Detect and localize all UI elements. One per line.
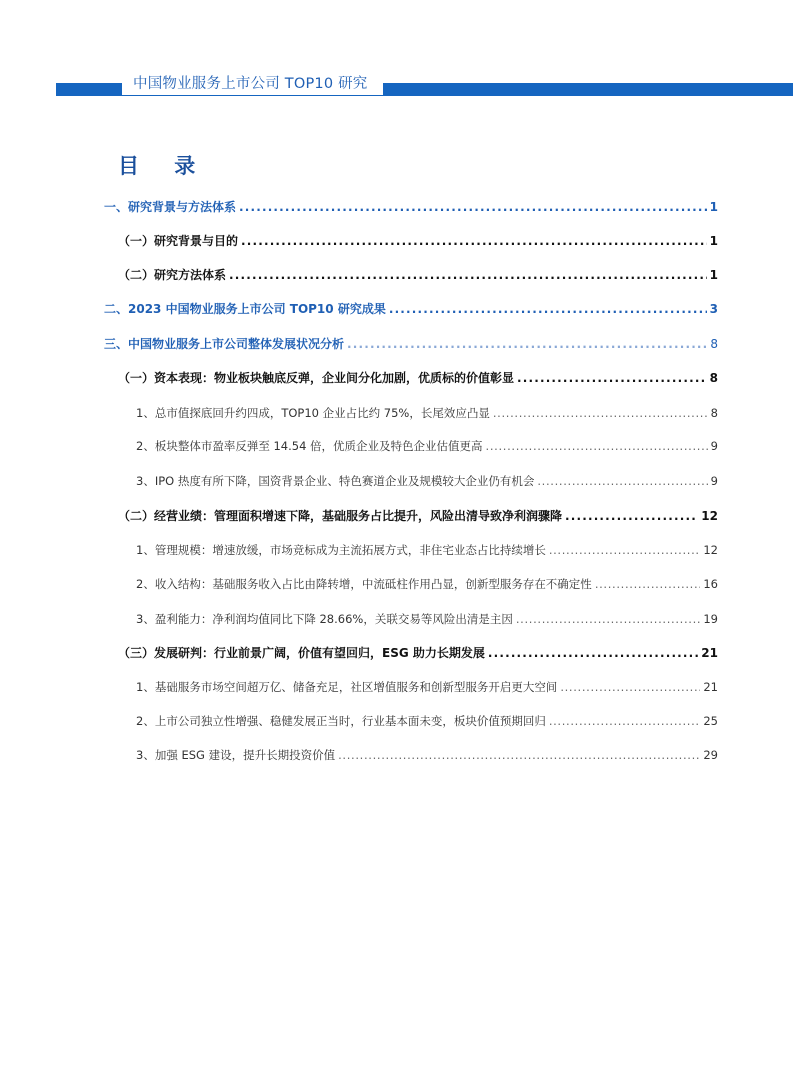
toc-leader-dots [565, 506, 698, 526]
toc-entry[interactable] [136, 711, 718, 731]
toc-leader-dots [486, 436, 708, 456]
toc-entry-page: 8 [710, 337, 718, 351]
toc-entry-page: 16 [703, 577, 718, 591]
toc-entry[interactable] [136, 745, 718, 765]
toc-entry-page: 8 [710, 406, 718, 420]
toc-entry-label: 1、总市值探底回升约四成，TOP10 企业占比约 75%，长尾效应凸显 [136, 406, 490, 420]
toc-entry-page: 1 [709, 268, 718, 282]
toc-entry[interactable] [118, 265, 718, 285]
toc-entry[interactable] [104, 197, 718, 217]
toc-leader-dots [595, 574, 701, 594]
toc-leader-dots [389, 299, 707, 319]
header-accent-bar-right [383, 83, 793, 95]
toc-leader-dots [549, 540, 701, 560]
toc-entry-label: 三、中国物业服务上市公司整体发展状况分析 [104, 337, 345, 351]
toc-entry[interactable] [118, 231, 718, 251]
toc-entry-page: 21 [703, 680, 718, 694]
toc-entry[interactable] [136, 471, 718, 491]
toc-entry-label: 3、盈利能力：净利润均值同比下降 28.66%，关联交易等风险出清是主因 [136, 612, 513, 626]
toc-entry[interactable] [118, 643, 718, 663]
toc-entry-label: （三）发展研判：行业前景广阔，价值有望回归，ESG 助力长期发展 [118, 646, 485, 660]
toc-entry[interactable] [104, 334, 718, 354]
toc-entry-label: （一）研究背景与目的 [118, 234, 239, 248]
toc-entry[interactable] [136, 436, 718, 456]
toc-entry-label: 2、收入结构：基础服务收入占比由降转增，中流砥柱作用凸显，创新型服务存在不确定性 [136, 577, 592, 591]
toc-entry-label: 3、IPO 热度有所下降，国资背景企业、特色赛道企业及规模较大企业仍有机会 [136, 474, 535, 488]
toc-entry-page: 1 [709, 234, 718, 248]
toc-entry-label: （二）经营业绩：管理面积增速下降，基础服务占比提升，风险出清导致净利润骤降 [118, 509, 563, 523]
toc-entry-label: 一、研究背景与方法体系 [104, 200, 237, 214]
toc-entry[interactable] [104, 299, 718, 319]
toc-leader-dots [517, 368, 707, 388]
toc-entry-page: 9 [710, 439, 718, 453]
toc-leader-dots [229, 265, 707, 285]
toc-entry-page: 3 [709, 302, 718, 316]
toc-heading: 目 录 [118, 154, 210, 178]
toc-leader-dots [241, 231, 707, 251]
toc-entry-label: 二、2023 中国物业服务上市公司 TOP10 研究成果 [104, 302, 386, 316]
toc-leader-dots [560, 677, 700, 697]
header-title: 中国物业服务上市公司 TOP10 研究 [133, 76, 368, 92]
toc-leader-dots [516, 609, 701, 629]
toc-entry[interactable] [136, 540, 718, 560]
toc-leader-dots [347, 334, 707, 354]
toc-leader-dots [239, 197, 707, 217]
toc-entry[interactable] [118, 506, 718, 526]
toc-entry-page: 19 [703, 612, 718, 626]
toc-entry-label: 1、管理规模：增速放缓，市场竞标成为主流拓展方式，非住宅业态占比持续增长 [136, 543, 546, 557]
toc-entry-label: 3、加强 ESG 建设，提升长期投资价值 [136, 748, 336, 762]
toc-leader-dots [537, 471, 707, 491]
toc-entry-page: 9 [710, 474, 718, 488]
toc-leader-dots [338, 745, 700, 765]
toc-entry-label: 2、板块整体市盈率反弹至 14.54 倍，优质企业及特色企业估值更高 [136, 439, 483, 453]
toc-entry-label: 2、上市公司独立性增强、稳健发展正当时，行业基本面未变，板块价值预期回归 [136, 714, 546, 728]
toc-entry-label: 1、基础服务市场空间超万亿、储备充足，社区增值服务和创新型服务开启更大空间 [136, 680, 558, 694]
toc-leader-dots [493, 403, 708, 423]
toc-entry-page: 12 [703, 543, 718, 557]
toc-entry-page: 21 [701, 646, 718, 660]
toc-entry-page: 25 [703, 714, 718, 728]
toc-entry-page: 8 [709, 371, 718, 385]
toc-leader-dots [549, 711, 701, 731]
toc-leader-dots [488, 643, 698, 663]
toc-entry[interactable] [136, 609, 718, 629]
header-accent-bar-left [56, 83, 122, 95]
toc-entry[interactable] [118, 368, 718, 388]
toc-entry-page: 1 [709, 200, 718, 214]
toc-entry[interactable] [136, 677, 718, 697]
toc-entry-label: （二）研究方法体系 [118, 268, 227, 282]
toc-entry[interactable] [136, 574, 718, 594]
toc-entry-label: （一）资本表现：物业板块触底反弹，企业间分化加剧，优质标的价值彰显 [118, 371, 515, 385]
toc-entry[interactable] [136, 403, 718, 423]
toc-entry-page: 12 [701, 509, 718, 523]
toc-entry-page: 29 [703, 748, 718, 762]
page-header [0, 74, 793, 98]
header-rule [56, 95, 793, 96]
